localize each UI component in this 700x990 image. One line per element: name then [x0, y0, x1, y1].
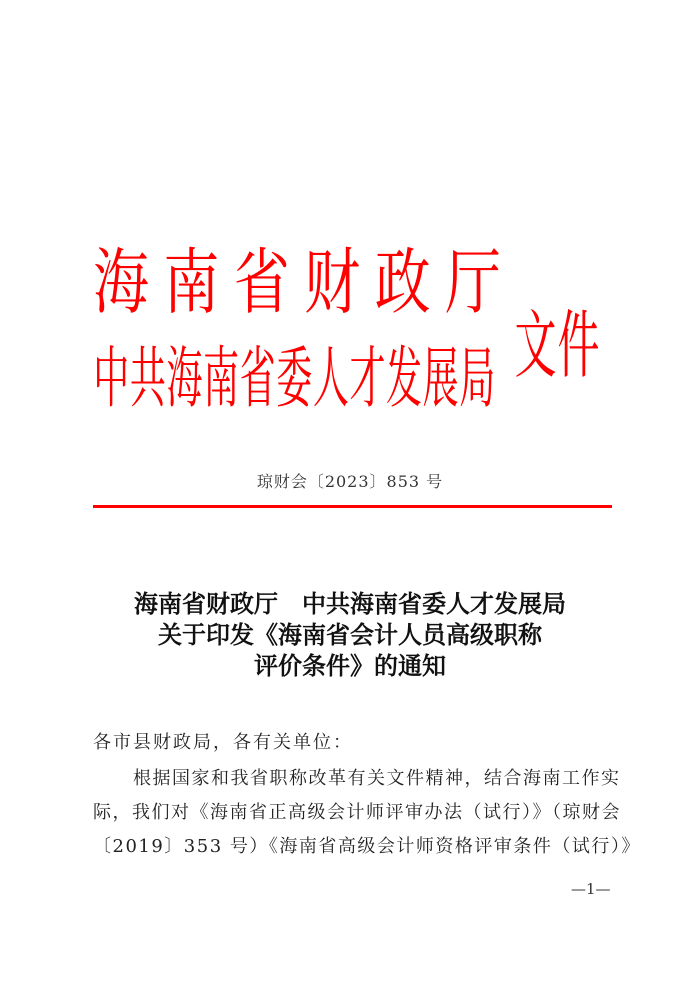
masthead-char: 财 — [304, 241, 361, 326]
masthead-line-1 — [93, 238, 501, 326]
body-line: 际，我们对《海南省正高级会计师评审办法（试行）》（琼财会 — [93, 802, 621, 823]
document-number: 琼财会〔2023〕853 号 — [256, 472, 444, 491]
masthead-char: 才 — [349, 341, 386, 418]
masthead-char: 省 — [239, 341, 276, 418]
masthead-char: 委 — [276, 341, 313, 418]
masthead-char: 省 — [233, 241, 290, 326]
title-line-2: 关于印发《海南省会计人员高级职称 — [158, 620, 542, 649]
red-divider-rule — [93, 505, 612, 508]
masthead-char: 共 — [129, 341, 166, 418]
masthead-char: 展 — [422, 341, 459, 418]
salutation: 各市县财政局，各有关单位： — [93, 732, 353, 753]
masthead-char: 文 — [514, 302, 557, 388]
masthead-char: 局 — [459, 341, 496, 418]
masthead-char: 发 — [386, 341, 423, 418]
masthead-char: 人 — [312, 341, 349, 418]
title-line-1: 海南省财政厅 中共海南省委人才发展局 — [134, 589, 566, 618]
masthead-line-2 — [93, 316, 496, 418]
masthead-char: 海 — [166, 341, 203, 418]
document-title — [0, 588, 700, 681]
masthead-char: 件 — [557, 302, 600, 388]
body-line: 根据国家和我省职称改革有关文件精神，结合海南工作实 — [133, 768, 621, 789]
masthead-char: 政 — [374, 241, 431, 326]
masthead-char: 南 — [203, 341, 240, 418]
masthead-suffix — [514, 276, 600, 388]
page-number: —1— — [571, 880, 611, 898]
body-line: 〔2019〕353 号）《海南省高级会计师资格评审条件（试行）》 — [93, 836, 641, 857]
body-paragraph — [93, 762, 641, 864]
masthead-char: 厅 — [444, 241, 501, 326]
title-line-3: 评价条件》的通知 — [254, 651, 446, 680]
masthead-char: 中 — [93, 341, 130, 418]
masthead-char: 海 — [93, 241, 149, 326]
masthead-char: 南 — [163, 241, 220, 326]
